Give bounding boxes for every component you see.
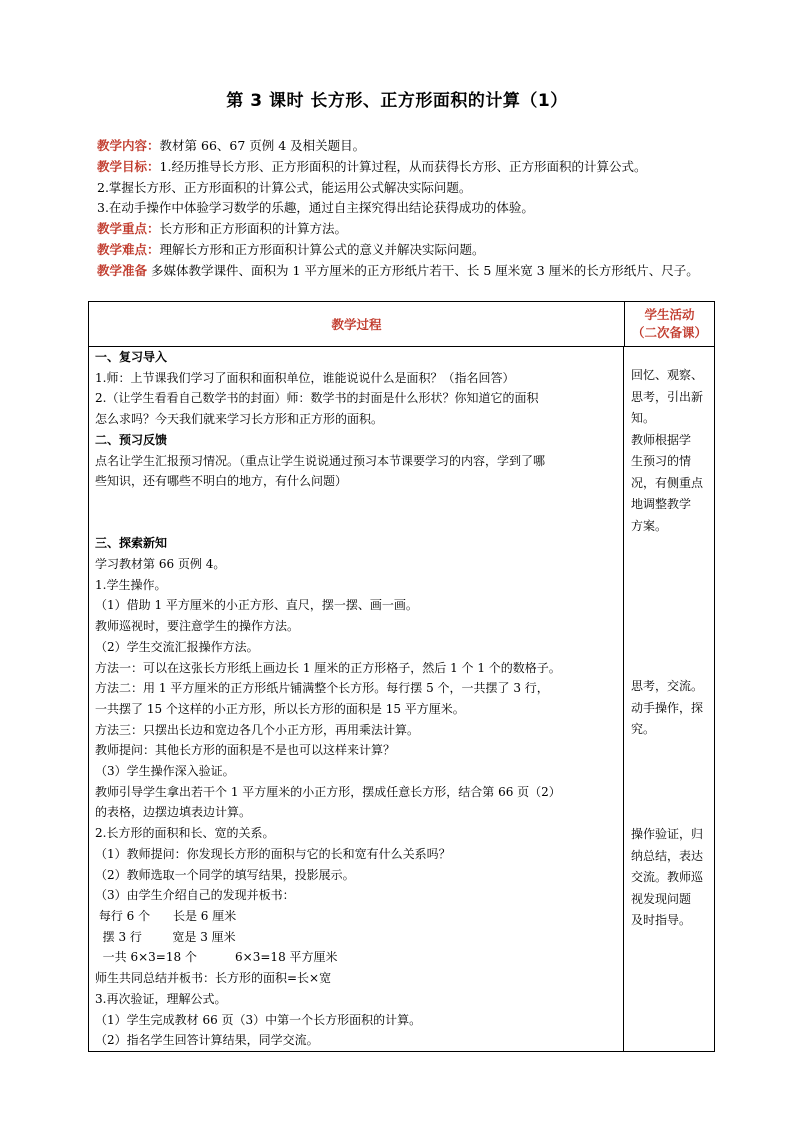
intro-text: 1.经历推导长方形、正方形面积的计算过程，从而获得长方形、正方形面积的计算公式。 bbox=[159, 158, 647, 174]
intro-label: 教学重点： bbox=[97, 221, 160, 237]
activity-note-line: 究。 bbox=[631, 722, 656, 736]
process-line: 教师提问：其他长方形的面积是不是也可以这样来计算？ bbox=[95, 743, 396, 758]
intro-label: 教学目标： bbox=[97, 158, 160, 174]
section-heading: 三、探索新知 bbox=[95, 536, 168, 551]
process-line: （2）学生交流汇报操作方法。 bbox=[95, 639, 259, 654]
activity-note-line: 思考，交流。 bbox=[631, 679, 704, 693]
process-line: （1）借助 1 平方厘米的小正方形、直尺，摆一摆、画一画。 bbox=[95, 598, 418, 613]
process-line: 点名让学生汇报预习情况。（重点让学生说说通过预习本节课要学习的内容，学到了哪 bbox=[95, 453, 546, 468]
intro-text: 长方形和正方形面积的计算方法。 bbox=[159, 221, 348, 237]
process-line: 怎么求吗？今天我们就来学习长方形和正方形的面积。 bbox=[95, 412, 384, 427]
process-line: 一共 6×3=18 个 6×3=18 平方厘米 bbox=[95, 950, 338, 965]
intro-label: 教学准备 bbox=[97, 262, 148, 278]
intro-label: 教学难点： bbox=[97, 241, 160, 257]
process-line: 些知识，还有哪些不明白的地方，有什么问题） bbox=[95, 474, 348, 489]
activity-note-line: 生预习的情 bbox=[631, 454, 692, 468]
process-line: 方法一：可以在这张长方形纸上画边长 1 厘米的正方形格子，然后 1 个 1 个的数格子。 bbox=[95, 660, 561, 675]
process-line: 学习教材第 66 页例 4。 bbox=[95, 557, 226, 572]
intro-line bbox=[97, 178, 717, 199]
lesson-info bbox=[97, 136, 717, 282]
activity-note-line: 知。 bbox=[631, 411, 656, 425]
section-heading: 一、复习导入 bbox=[95, 350, 168, 364]
activity-note-line: 交流。教师巡 bbox=[631, 870, 704, 884]
activity-note-line: 方案。 bbox=[631, 518, 668, 533]
intro-text: 理解长方形和正方形面积计算公式的意义并解决实际问题。 bbox=[159, 241, 485, 257]
activity-note-line: 教师根据学 bbox=[631, 432, 692, 447]
activity-note-line: 及时指导。 bbox=[631, 913, 692, 927]
activity-column bbox=[625, 347, 714, 1051]
intro-text: 多媒体教学课件、面积为 1 平方厘米的正方形纸片若干、长 5 厘米宽 3 厘米的长方形纸片、尺子。 bbox=[147, 262, 699, 278]
process-line: 1.师：上节课我们学习了面积和面积单位，谁能说说什么是面积？（指名回答） bbox=[95, 370, 515, 385]
activity-note bbox=[631, 676, 711, 741]
activity-note-line: 地调整教学 bbox=[631, 497, 692, 511]
header-student-activity bbox=[625, 302, 714, 346]
process-line: 教师引导学生拿出若干个 1 平方厘米的小正方形，摆成任意长方形，结合第 66 页（2） bbox=[95, 784, 561, 799]
activity-note bbox=[631, 365, 711, 537]
process-line: 3.再次验证，理解公式。 bbox=[95, 991, 227, 1006]
process-line: （2）指名学生回答计算结果，同学交流。 bbox=[95, 1033, 319, 1048]
intro-line bbox=[97, 198, 717, 219]
process-line: 师生共同总结并板书：长方形的面积=长×宽 bbox=[95, 971, 332, 986]
intro-line bbox=[97, 136, 717, 157]
process-line: 教师巡视时，要注意学生的操作方法。 bbox=[95, 619, 300, 634]
process-line: 摆 3 行 宽是 3 厘米 bbox=[95, 929, 236, 944]
process-line: 1.学生操作。 bbox=[95, 577, 167, 592]
header-teaching-process: 教学过程 bbox=[89, 302, 625, 346]
page-title: 第 3 课时 长方形、正方形面积的计算（1） bbox=[226, 91, 568, 111]
process-line bbox=[95, 513, 619, 534]
process-column bbox=[89, 347, 624, 1051]
process-line: 一共摆了 15 个这样的小正方形，所以长方形的面积是 15 平方厘米。 bbox=[95, 701, 465, 716]
intro-line bbox=[97, 261, 717, 282]
header-student-activity-label: 学生活动 bbox=[644, 307, 695, 322]
intro-line bbox=[97, 240, 717, 261]
intro-line bbox=[97, 219, 717, 240]
process-line: 2.（让学生看看自己数学书的封面）师：数学书的封面是什么形状？你知道它的面积 bbox=[95, 391, 539, 406]
activity-note-line: 动手操作，探 bbox=[631, 700, 704, 715]
intro-text: 3.在动手操作中体验学习数学的乐趣，通过自主探究得出结论获得成功的体验。 bbox=[97, 200, 534, 216]
intro-text: 教材第 66、67 页例 4 及相关题目。 bbox=[159, 138, 366, 153]
header-second-prep-label: （二次备课） bbox=[631, 325, 707, 340]
process-line: 每行 6 个 长是 6 厘米 bbox=[95, 908, 237, 923]
activity-note-line: 视发现问题 bbox=[631, 891, 692, 906]
intro-line bbox=[97, 157, 717, 178]
activity-note-line: 回忆、观察、 bbox=[631, 368, 704, 382]
process-line: 的表格，边摆边填表边计算。 bbox=[95, 805, 252, 820]
activity-note-line: 思考，引出新 bbox=[631, 389, 704, 404]
process-line: （3）学生操作深入验证。 bbox=[95, 764, 235, 779]
process-line: 方法二：用 1 平方厘米的正方形纸片铺满整个长方形。每行摆 5 个，一共摆了 3 行， bbox=[95, 681, 549, 696]
process-line: （1）学生完成教材 66 页（3）中第一个长方形面积的计算。 bbox=[95, 1012, 422, 1027]
intro-text: 2.掌握长方形、正方形面积的计算公式，能运用公式解决实际问题。 bbox=[97, 179, 472, 195]
section-heading: 二、预习反馈 bbox=[95, 432, 168, 447]
process-line: （2）教师选取一个同学的填写结果，投影展示。 bbox=[95, 867, 355, 882]
activity-note-line: 纳总结，表达 bbox=[631, 848, 704, 863]
process-line bbox=[95, 492, 619, 513]
intro-label: 教学内容： bbox=[97, 138, 160, 153]
activity-note bbox=[631, 824, 711, 932]
activity-note-line: 况，有侧重点 bbox=[631, 475, 704, 490]
activity-note-line: 操作验证，归 bbox=[631, 827, 704, 841]
process-line: （3）由学生介绍自己的发现并板书： bbox=[95, 888, 295, 903]
process-line: （1）教师提问：你发现长方形的面积与它的长和宽有什么关系吗？ bbox=[95, 846, 451, 861]
table-header bbox=[89, 302, 714, 347]
process-line: 2.长方形的面积和长、宽的关系。 bbox=[95, 826, 275, 841]
teaching-process-table bbox=[88, 301, 715, 1052]
process-line: 方法三：只摆出长边和宽边各几个小正方形，再用乘法计算。 bbox=[95, 722, 420, 737]
